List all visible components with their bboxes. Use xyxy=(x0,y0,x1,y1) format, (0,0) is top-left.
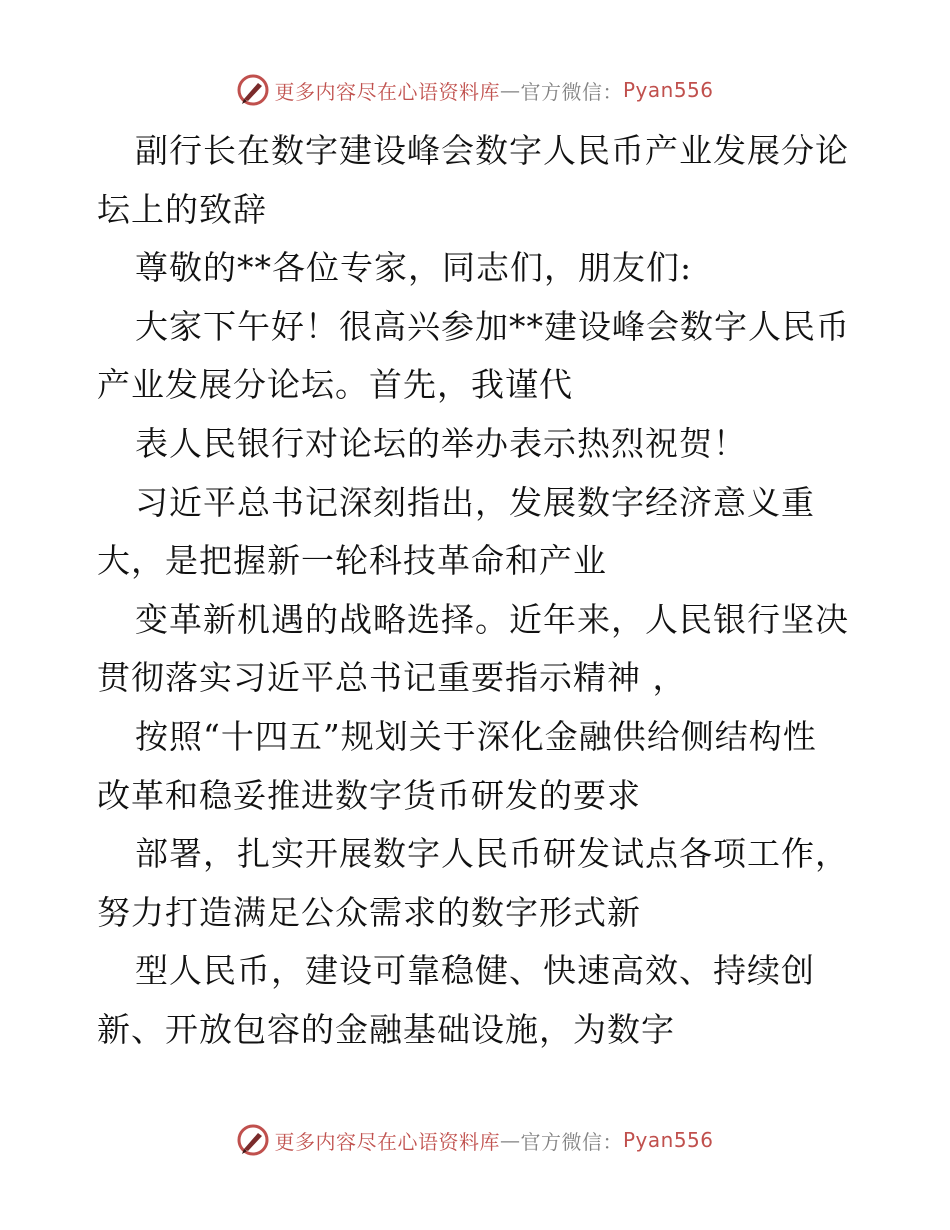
text-line: 努力打造满足公众需求的数字形式新 xyxy=(97,892,641,932)
text-line: 坛上的致辞 xyxy=(97,189,267,229)
document-body xyxy=(97,122,877,1060)
banner-dash: — xyxy=(499,1128,521,1152)
banner-wechat-id: Pyan556 xyxy=(622,78,714,102)
banner-main-text: 更多内容尽在心语资料库 xyxy=(274,1129,500,1154)
text-line: 大，是把握新一轮科技革命和产业 xyxy=(97,541,607,581)
text-line: 副行长在数字建设峰会数字人民币产业发展分论 xyxy=(135,131,849,170)
text-line: 型人民币，建设可靠稳健、快速高效、持续创 xyxy=(135,951,815,991)
header-banner xyxy=(0,70,950,110)
text-line: 习近平总书记深刻指出，发展数字经济意义重 xyxy=(135,482,815,522)
text-line: 改革和稳妥推进数字货币研发的要求 xyxy=(97,775,641,815)
banner-wechat-label: 官方微信： xyxy=(520,1129,623,1154)
banner-wechat-label: 官方微信： xyxy=(520,79,623,104)
text-line: 表人民银行对论坛的举办表示热烈祝贺！ xyxy=(135,423,747,463)
text-line: 大家下午好！很高兴参加**建设峰会数字人民币 xyxy=(135,306,850,346)
text-line: 贯彻落实习近平总书记重要指示精神 ， xyxy=(97,658,687,698)
banner-dash: — xyxy=(499,78,521,102)
text-line: 变革新机遇的战略选择。近年来，人民银行坚决 xyxy=(135,599,849,639)
text-line: 按照“十四五”规划关于深化金融供给侧结构性 xyxy=(135,716,817,756)
text-line: 尊敬的**各位专家，同志们，朋友们: xyxy=(135,248,693,288)
text-line: 新、开放包容的金融基础设施，为数字 xyxy=(97,1009,675,1049)
banner-main-text: 更多内容尽在心语资料库 xyxy=(274,79,500,104)
text-line: 产业发展分论坛。首先，我谨代 xyxy=(97,365,573,405)
pen-logo-icon xyxy=(236,1123,270,1157)
pen-logo-icon xyxy=(236,73,270,107)
text-line: 部署，扎实开展数字人民币研发试点各项工作， xyxy=(135,834,849,874)
banner-wechat-id: Pyan556 xyxy=(622,1128,714,1152)
footer-banner xyxy=(0,1120,950,1160)
